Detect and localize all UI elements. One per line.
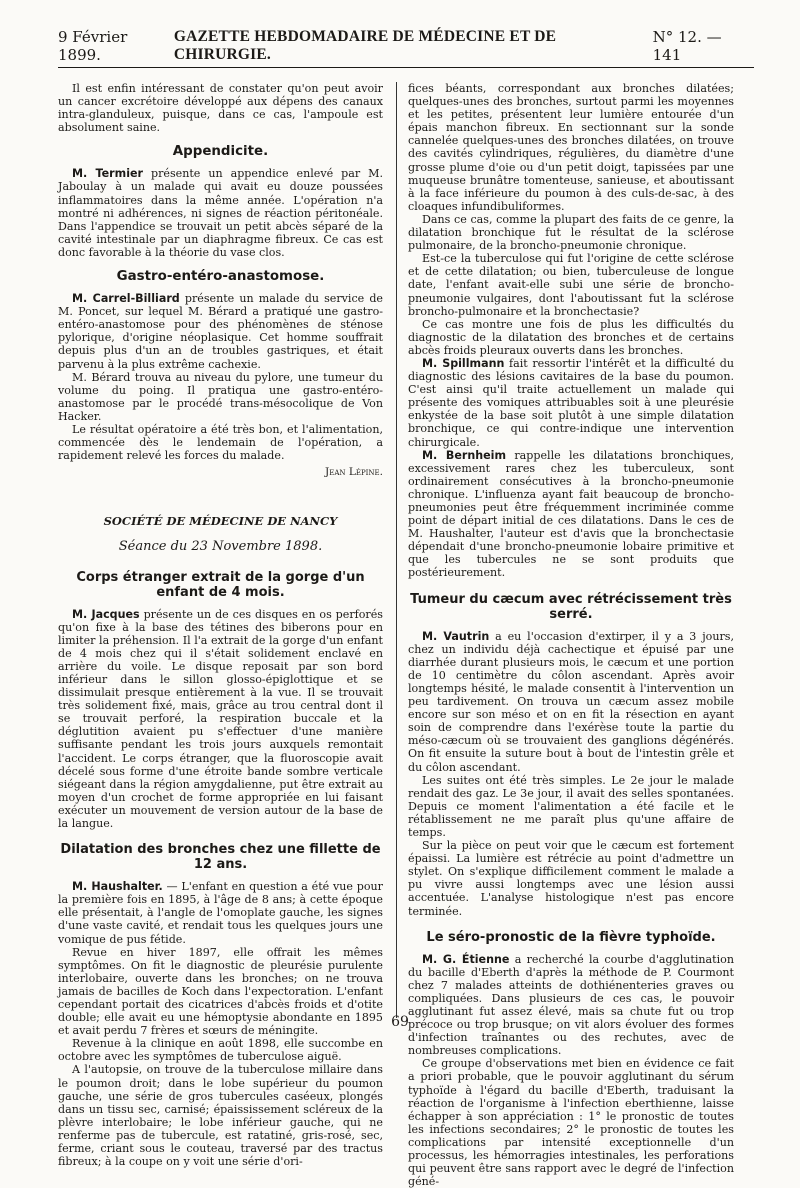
- section-title-gastro: Gastro-entéro-anastomose.: [116, 269, 325, 285]
- section-title-tumeur: Tumeur du cæcum avec rétrécissement très serré.: [410, 591, 732, 622]
- speaker-name: M. G. Étienne: [422, 952, 510, 966]
- corps-paragraph: M. Jacques présente un de ces disques en os perforés qu'on fixe à la base des tétines des biberons pour en limiter la préhension. Il l'a extrait de la gorge d'un enfant de 4 mois chez qui il s'était solidement enclavé en arrière du voile. Le disque reposait par son bord inférieur dans le sillon glosso-épiglottique et se dissimulait presque entièrement à la vue. Il se trouvait très solidement fixé, mais, grâce au trou central dont il se trouvait perforé, la respiration buccale et la déglutition avaient pu s'effectuer d'une manière suffisante pendant les trois jours auxquels remontait l'accident. Le corps étranger, que la fluoroscopie avait décelé sous forme d'une étroite bande sombre verticale siégeant dans la région amygdalienne, put être extrait au moyen d'un crochet de forme appropriée en lui faisant exécuter un mouvement de version autour de la base de la langue.: [58, 607, 383, 831]
- section-title-sero: Le séro-pronostic de la fièvre typhoïde.: [426, 929, 716, 945]
- speaker-name: M. Vautrin: [422, 629, 490, 643]
- paragraph: Les suites ont été très simples. Le 2e jour le malade rendait des gaz. Le 3e jour, il avait des selles spontanées. Depuis ce moment l'alimentation a été facile et le rétablissement ne me paraît plus qu'une affaire de temps.: [408, 773, 734, 839]
- paragraph: Sur la pièce on peut voir que le cæcum est fortement épaissi. La lumière est rétrécie au point d'admettre un stylet. On s'explique difficilement comment le malade a pu vivre aussi longtemps avec une lésion aussi accentuée. L'analyse histologique n'est pas encore terminée.: [408, 839, 734, 918]
- society-heading: SOCIÉTÉ DE MÉDECINE DE NANCY: [103, 514, 338, 529]
- paragraph: Est-ce la tuberculose qui fut l'origine de cette sclérose et de cette dilatation; ou bien, tuberculeuse de longue date, l'enfant avait-elle subi une série de broncho-pneumonie vulgaires, dont l'aboutissant fut la sclérose broncho-pulmonaire et la bronchectasie?: [408, 252, 734, 318]
- dilatation-paragraph-4: A l'autopsie, on trouve de la tuberculose millaire dans le poumon droit; dans le lobe supérieur du poumon gauche, une série de gros tubercules caséeux, plongés dans un tissu sec, carnisé; épaississement scléreux de la plèvre interlobaire; le lobe inférieur gauche, qui ne renferme pas de tubercule, est ratatiné, gris-rosé, sec, ferme, criant sous le couteau, traversé par des tractus fibreux; à la coupe on y voit une série d'ori-: [58, 1063, 383, 1169]
- gastro-paragraph-3: Le résultat opératoire a été très bon, et l'alimentation, commencée dès le lendemain de l'opération, a rapidement relevé les forces du malade.: [58, 422, 383, 463]
- spillmann-paragraph: M. Spillmann fait ressortir l'intérêt et la difficulté du diagnostic des lésions cavitaires de la base du poumon. C'est ainsi qu'il traite actuellement un malade qui présente des vomiques attribuables soit à une pleurésie enkystée de la base soit plutôt à une simple dilatation bronchique, ce qui contre-indique une intervention chirurgicale.: [408, 356, 735, 449]
- session-date: Séance du 23 Novembre 1898.: [118, 539, 323, 555]
- speaker-name: M. Jacques: [72, 607, 140, 621]
- continuation-paragraph: fices béants, correspondant aux bronches dilatées; quelques-unes des bronches, surtout parmi les moyennes et les petites, présentent leur lumière entourée d'un épais manchon fibreux. En sectionnant sur la sonde cannelée quelques-unes des bronches dilatées, on trouve des cavités cylindriques, régulières, du diamètre d'une grosse plume d'oie ou d'un petit doigt, tapissées par une muqueuse brunâtre tomenteuse, sanieuse, et aboutissant à la face inférieure du poumon à des culs-de-sac, à des cloaques infundibuliformes.: [408, 82, 734, 213]
- section-title-appendicite: Appendicite.: [172, 144, 269, 160]
- speaker-name: M. Bernheim: [422, 448, 507, 462]
- speaker-name: M. Termier: [72, 167, 143, 181]
- running-header: [58, 28, 754, 68]
- header-issue: N° 12. — 141: [652, 28, 722, 64]
- left-column: [58, 82, 383, 1168]
- gastro-paragraph: M. Carrel-Billiard présente un malade du service de M. Poncet, sur lequel M. Bérard a pratiqué une gastro-entéro-anastomose pour des phénomènes de sténose pylorique, d'origine néoplasique. Cet homme souffrait depuis plus d'un an de troubles gastriques, et était parvenu à la plus extrême cachexie.: [58, 292, 383, 371]
- vautrin-paragraph: M. Vautrin a eu l'occasion d'extirper, il y a 3 jours, chez un individu déjà cachectique et épuisé par une diarrhée durant plusieurs mois, le cæcum et une portion de 10 centimètre du côlon ascendant. Après avoir longtemps hésité, le malade consentit à l'intervention un peu tardivement. On trouva un cæcum assez mobile encore sur son méso et on en fit la résection en ayant soin de comprendre dans l'exérèse toute la partie du méso-cæcum où se trouvaient des ganglions dégénérés. On fit ensuite la suture bout à bout de l'intestin grêle et du côlon ascendant.: [408, 629, 734, 774]
- section-title-corps: Corps étranger extrait de la gorge d'un enfant de 4 mois.: [76, 569, 365, 600]
- intro-paragraph: Il est enfin intéressant de constater qu'on peut avoir un cancer excrétoire développé aux dépens des canaux intra-glanduleux, puisque, dans ce cas, l'ampoule est absolument saine.: [58, 82, 383, 135]
- bernheim-paragraph: M. Bernheim rappelle les dilatations bronchiques, excessivement rares chez les tuberculeux, sont ordinairement consécutives à la broncho-pneumonie chronique. L'influenza ayant fait beaucoup de broncho-pneumonies peut être fréquemment incriminée comme point de départ initial de ces dilatations. Dans le ces de M. Haushalter, l'auteur est d'avis que la bronchectasie dépendait d'une broncho-pneumonie lobaire primitive et que les tubercules ne se sont produits que postérieurement.: [408, 448, 734, 580]
- paragraph: Dans ce cas, comme la plupart des faits de ce genre, la dilatation bronchique fut le résultat de la sclérose pulmonaire, de la broncho-pneumonie chronique.: [408, 212, 734, 253]
- gastro-paragraph-2: M. Bérard trouva au niveau du pylore, une tumeur du volume du poing. Il pratiqua une gastro-entéro-anastomose par le procédé trans-mésocolique de Von Hacker.: [58, 370, 383, 423]
- section-title-dilatation: Dilatation des bronches chez une fillette de 12 ans.: [60, 842, 381, 873]
- dilatation-paragraph-3: Revenue à la clinique en août 1898, elle succombe en octobre avec les symptômes de tuberculose aiguë.: [58, 1037, 383, 1064]
- speaker-name: M. Haushalter.: [72, 880, 163, 894]
- etienne-paragraph: M. G. Étienne a recherché la courbe d'agglutination du bacille d'Eberth d'après la méthode de P. Courmont chez 7 malades atteints de dothiénenteries graves ou compliquées. Dans plusieurs de ces cas, le pouvoir agglutinant fut assez élevé, mais sa chute fut ou trop précoce ou trop brusque; on vit alors évoluer des formes d'infection traînantes ou des rechutes, avec de nombreuses complications.: [408, 952, 734, 1058]
- header-title: GAZETTE HEBDOMADAIRE DE MÉDECINE ET DE CHIRURGIE.: [173, 28, 557, 63]
- paragraph: Ce cas montre une fois de plus les difficultés du diagnostic de la dilatation des bronches et de certains abcès froids pleuraux ouverts dans les bronches.: [408, 317, 734, 357]
- speaker-name: M. Spillmann: [422, 356, 505, 370]
- page-number: 69: [391, 1014, 409, 1030]
- appendicite-paragraph: M. Termier présente un appendice enlevé par M. Jaboulay à un malade qui avait eu douze poussées inflammatoires dans la même année. L'opération n'a montré ni adhérences, ni signes de réaction péritonéale. Dans l'appendice se trouvait un petit abcès séparé de la cavité intestinale par un diaphragme fibreux. Ce cas est donc favorable à la théorie du vase clos.: [58, 167, 383, 259]
- dilatation-paragraph-2: Revue en hiver 1897, elle offrait les mêmes symptômes. On fit le diagnostic de pleurésie purulente interlobaire, ouverte dans les bronches; on ne trouva jamais de bacilles de Koch dans l'expectoration. L'enfant cependant portait des cicatrices d'abcès froids et d'otite double; elle avait eu une hémoptysie abondante en 1895 et avait perdu 7 frères et sœurs de méningite.: [58, 945, 383, 1038]
- author-signature: Jean Lépine.: [325, 466, 383, 479]
- column-rule: [396, 82, 397, 1018]
- dilatation-paragraph: M. Haushalter. — L'enfant en question a été vue pour la première fois en 1895, à l'âge de 8 ans; à cette époque elle présentait, à l'angle de l'omoplate gauche, les signes d'une vaste cavité, et rendait tous les quelques jours une vomique de pus fétide.: [58, 880, 383, 946]
- header-date: 9 Février 1899.: [58, 28, 128, 64]
- speaker-name: M. Carrel-Billiard: [72, 292, 180, 306]
- paragraph: Ce groupe d'observations met bien en évidence ce fait a priori probable, que le pouvoir agglutinant du sérum typhoïde à l'égard du bacille d'Eberth, traduisant la réaction de l'organisme à l'infection eberthienne, laisse échapper à son appréciation : 1° le pronostic de toutes les infections secondaires; 2° le pronostic de toutes les complications par intensité exceptionnelle d'un processus, les hémorragies intestinales, les perforations qui peuvent être sans rapport avec le degré de l'infection géné-: [408, 1057, 734, 1188]
